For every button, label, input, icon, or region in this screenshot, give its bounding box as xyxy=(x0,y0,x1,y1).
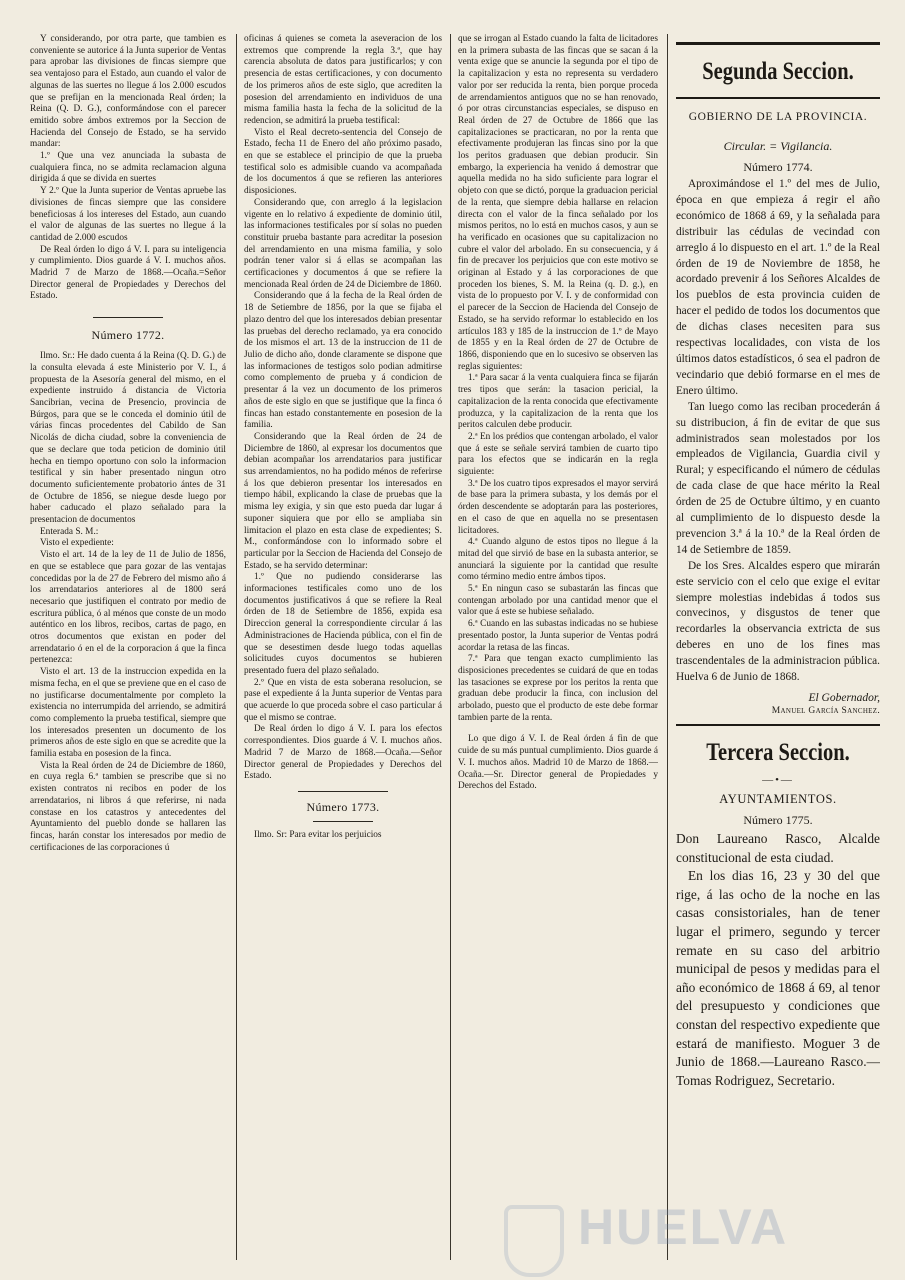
paragraph: 6.ª Cuando en las subastas indicadas no se hubiese presentado postor, la Junta superior de Ventas podrá acordar la retasa de las fincas. xyxy=(458,619,658,653)
paragraph: Tan luego como las reciban procederán á su distribucion, á fin de evitar de que sus administrados sean molestados por los empleados de Vigilancia, Guardia civil y Rural; y especificando el número de cédulas de cada clase de que hace mérito la Real órden de 25 de Octubre último, y en cuanto al cumplimiento de lo dispuesto desde la prevencion 3.ª á la 10.ª de la Real órden de 14 de Setiembre de 1859. xyxy=(676,400,880,556)
signature-title: El Gobernador, xyxy=(808,692,880,704)
paragraph: De los Sres. Alcaldes espero que mirarán este servicio con el celo que exige el evitar siempre molestias indebidas á todos sus convecinos, y disgustos de tener que recordarles la observancia extricta de sus deberes en uno de los fines mas trascendentales de la administracion pública. Huelva 6 de Junio de 1868. xyxy=(676,559,880,684)
archive-watermark-shield xyxy=(504,1205,564,1277)
section-rule xyxy=(676,42,880,45)
paragraph: Lo que digo á V. I. de Real órden á fin de que cuide de su más puntual cumplimiento. Dios guarde á V. I. muchos años. Madrid 10 de Marzo de 1868.—Ocaña.—Sr. Director general de Propiedades y Derechos del Estado. xyxy=(458,734,658,792)
paragraph: 4.ª Cuando alguno de estos tipos no llegue á la mitad del que sirvió de base en la subasta anterior, se anunciará la siguiente por la cantidad que resulte como término medio entre ámbos tipos. xyxy=(458,537,658,583)
paragraph: Visto el art. 13 de la instruccion expedida en la misma fecha, en el que se previene que en el caso de no justificarse documentalmente por completo la existencia no interrumpida del arriendo, se admitirá como complemento la prueba testifical, siempre que los interesados presenten un documento de los primeros años de este siglo en que se acredite que la familia estaba en posesion de la finca. xyxy=(30,667,226,760)
section-rule xyxy=(676,724,880,726)
paragraph: Ilmo. Sr: Para evitar los perjuicios xyxy=(254,830,382,840)
circular-heading: Circular. = Vigilancia. xyxy=(723,139,833,153)
section-title: Segunda Seccion. xyxy=(702,58,854,85)
ornament: —•— xyxy=(762,774,794,786)
separator xyxy=(93,317,163,318)
section-title: Tercera Seccion. xyxy=(706,739,850,766)
paragraph: 2.º Que en vista de esta soberana resolucion, se pase el expediente á la Junta superior de Ventas para que acuerde lo que proceda sobre el caso particular á que el mismo se contrae. xyxy=(244,677,442,723)
paragraph: 1.ª Para sacar á la venta cualquiera finca se fijarán tres tipos que serán: la tasacion pericial, la capitalizacion de la renta conocida que efectivamente produzca, y la capitalizacion de la renta que los peritos calculen debe producir. xyxy=(458,373,658,431)
paragraph: Visto el expediente: xyxy=(40,538,114,549)
paragraph: Enterada S. M.: xyxy=(40,526,99,537)
item-number: Número 1773. xyxy=(306,800,380,814)
subsection-title: GOBIERNO DE LA PROVINCIA. xyxy=(688,111,868,123)
column-4 xyxy=(676,34,880,1260)
paragraph: 3.ª De los cuatro tipos expresados el mayor servirá de base para la primera subasta, y los demás por el órden descendente se adoptarán para las posteriores, en el caso de que en aquella no se presentasen licitadores. xyxy=(458,478,658,536)
item-number: Número 1775. xyxy=(743,813,813,827)
paragraph: 2.ª En los prédios que contengan arbolado, el valor que á este se señale servirá tambien de cuarto tipo para los efectos que se indicarán en la regla siguiente: xyxy=(458,431,658,478)
paragraph: Visto el art. 14 de la ley de 11 de Julio de 1856, en que se establece que para gozar de las ventajas concedidas por la de 27 de Febrero del mismo año á los arrendatarios anteriores al de 1800 será necesario que justifiquen el contrato por medio de escritura pública, ó al ménos que conste de un modo auténtico en los libros, recibos, cartas de pago, en otros documentos que existan en poder del arrendatario ó en el de la corporacion á que la finca pertenezca: xyxy=(30,550,226,666)
paragraph: De Real órden lo digo á V. I. para los efectos correspondientes. Dios guarde á V. I. muchos años. Madrid 7 de Marzo de 1868.—Ocaña.—Señor Director general de Propiedades y Derechos del Estado. xyxy=(244,724,442,782)
subsection-title: AYUNTAMIENTOS. xyxy=(719,792,837,806)
column-2 xyxy=(244,34,442,1260)
paragraph: Considerando que, con arreglo á la legislacion vigente en lo relativo á expediente de dominio útil, las informaciones testificales por sí solas no pueden constituir prueba bastante para acreditar la posesion del arrendamiento en una misma familia, y solo podrán tener valor si á ellas se acompañan las certificaciones y documentos á que se refiere la mencionada Real órden de 24 de Diciembre de 1860. xyxy=(244,197,442,290)
column-3 xyxy=(458,34,658,1260)
paragraph: Y 2.º Que la Junta superior de Ventas apruebe las divisiones de fincas siempre que las considere beneficiosas á los intereses del Estado, aun cuando el valor de algunas de las suertes no llegue á la cantidad de 2.000 escudos xyxy=(30,186,226,243)
paragraph: 5.ª En ningun caso se subastarán las fincas que contengan arbolado por una cantidad menor que el valor que á este se hubiese señalado. xyxy=(458,584,658,618)
paragraph: Y considerando, por otra parte, que tambien es conveniente se autorice á la Junta superior de Ventas para aprobar las divisiones de fincas siempre que sea ventajoso para el Estado, aun cuando el valor de algunas de las suertes no llegue á los 2.000 escudos que se prefijan en la mencionada Real órden; la Reina (Q. D. G.), conformándose con el parecer emitido sobre ámbos extremos por la Seccion de Hacienda del Consejo de Estado, se ha servido mandar: xyxy=(30,34,226,150)
paragraph: En los dias 16, 23 y 30 del que rige, á las ocho de la noche en las casas consistoriales, han de tener lugar el primero, segundo y tercer remate en su caso del arbitrio municipal de pesos y medidas para el año económico de 1868 á 69, al tenor del presupuesto y condiciones que constan del respectivo expediente que estará de manifiesto. Moguer 3 de Junio de 1868.—Laureano Rasco.—Tomas Rodriguez, Secretario. xyxy=(676,868,880,1088)
paragraph: Visto el Real decreto-sentencia del Consejo de Estado, fecha 11 de Enero del año próximo pasado, en que se establece el principio de que la prueba testifical solo es admisible cuando va acompañada de los documentos á que se refieren las anteriores disposiciones. xyxy=(244,127,442,197)
separator xyxy=(298,791,388,792)
column-1 xyxy=(30,34,226,1260)
paragraph: 7.ª Para que tengan exacto cumplimiento las disposiciones precedentes se cuidará de que en todas las tasaciones se exprese por los peritos la renta que graduan debe producir la finca, con inclusion del arbolado, puesto que el producto de este debe formar tambien parte de la renta. xyxy=(458,654,658,723)
separator xyxy=(313,821,373,822)
paragraph: Considerando que á la fecha de la Real órden de 18 de Setiembre de 1856, por la que se fijaba el plazo dentro del que los interesados debian presentar las pruebas del derecho reclamado, ya era conocido de los mismos el art. 13 de la instruccion de 11 de Julio de dicho año, donde claramente se dispone que las informaciones de testigos solo podian admitirse como complemento de prueba y á condicion de presentar á la vez un documento de los primeros años de este siglo en que se justifique que la finca ó fincas han estado constantemente en posesion de la familia. xyxy=(244,291,442,431)
paragraph: 1.º Que no pudiendo considerarse las informaciones testificales como uno de los documentos justificativos á que se refiere la Real órden de 18 de Setiembre de 1856, expida esa Direccion general la correspondiente circular á las Administraciones de Hacienda pública, con el fin de que se desestimen desde luego todas aquellas solicitudes cuyos documentos se hubieren presentado fuera del plazo señalado. xyxy=(244,572,442,676)
section-rule xyxy=(676,97,880,99)
column-rule xyxy=(450,34,451,1260)
paragraph: Ilmo. Sr.: He dado cuenta á la Reina (Q. D. G.) de la consulta elevada á este Ministerio por V. I., á propuesta de la Asesoría general del mismo, en el expediente instruido á distancia de Victoria Sancibrian, vecina de Presencio, provincia de Búrgos, para que se le conceda el dominio útil de várias fincas procedentes del Cabildo de San Nicolás de dicha ciudad, sobre la conveniencia de que se declare que toda peticion de dominio útil hecha en tiempo oportuno con solo la informacion testifical y sin haber presentado ningun otro documento suficientemente probatorio ántes de 31 de Octubre de 1856, se niegue desde luego por haber caducado el plazo señalado para la presentacion de documentos xyxy=(30,351,226,526)
paragraph: Considerando que la Real órden de 24 de Diciembre de 1860, al expresar los documentos que debian acompañar los arrendatarios para justificar sus arrendamientos, no ha podido ménos de referirse á los que debieron presentar los interesados en tiempo hábil, explicando la clase de pruebas que la misma ley exigia, y sin que esto pueda dar lugar á suponer siquiera que por ello se ampliaba sin limitacion el plazo en esta clase de expedientes; S. M., conformándose con lo informado sobre el particular por la Seccion de Hacienda del Consejo de Estado, se ha servido determinar: xyxy=(244,431,442,571)
paragraph: que se irrogan al Estado cuando la falta de licitadores en la primera subasta de las fincas que se sacan á la venta exige que se anuncie la segunda por el tipo de la capitalizacion y esta no representa su verdadero valor por ser reducida la renta, bien porque proceda de arrendamientos antiguos que no se han renovado, ó por otras circunstancias especiales, se dispuso en Real órden de 27 de Octubre de 1866 que las capitalizaciones se practicaran, no por la renta que efectivamente produjeran las fincas sino por la que los peritos graduasen que debian producir. Sin embargo, la experiencia ha venido á demostrar que aquella medida no ha sido suficiente para lograr el objeto con que se dictó, porque la graduacion pericial de la renta, que siempre debia hallarse en relacion directa con el valor de la finca señalado por los mismos peritos, no lo está en muchos casos, y aun se ha verificado en ocasiones que su capitalizacion no cubre el valor del arbolado. En su consecuencia, y á fin de precaver los perjuicios que con este motivo se originan al Estado y á las corporaciones de que proceden los bienes, S. M. la Reina (q. D. g.), en vista de lo propuesto por V. I. y de conformidad con el parecer de la Seccion de Hacienda del Consejo de Estado, se ha servido reformar lo establecido en los artículos 183 y 185 de la instruccion de 1.º de Mayo de 1855 y en la Real órden de 27 de Octubre de 1866, disponiendo que en lo sucesivo se observen las reglas siguientes: xyxy=(458,34,658,372)
column-rule xyxy=(236,34,237,1260)
item-number: Número 1772. xyxy=(91,328,165,343)
paragraph: De Real órden lo digo á V. I. para su inteligencia y cumplimiento. Dios guarde á V. I. muchos años. Madrid 7 de Marzo de 1868.—Ocaña.=Señor Director general de Propiedades y Derechos del Estado. xyxy=(30,244,226,302)
item-number: Número 1774. xyxy=(743,160,813,174)
column-rule xyxy=(667,34,668,1260)
paragraph: Aproximándose el 1.º del mes de Julio, época en que empieza á regir el año económico de 1868 á 69, y la señalada para distribuir las cédulas de vecindad con arreglo á lo dispuesto en el art. 1.º de la Real órden de 19 de Noviembre de 1858, he acordado prevenir á los Señores Alcaldes de los pueblos de esta provincia cuiden de hacer el pedido de todos los documentos que de dichas clases necesiten para sus respectivas localidades, con vista de los últimos datos estadísticos, ó sea el padron de vecindario que debió formarse en el mes de Enero último. xyxy=(676,178,880,397)
paragraph: oficinas á quienes se cometa la aseveracion de los extremos que comprende la regla 3.ª, que hay carencia absoluta de datos para justificarlos; y con presencia de estas certificaciones, y con documento de los primeros años de este siglo, que acrediten la posesion del arrendamiento en individuos de una misma familia hasta la fecha de la solicitud de la redencion, se admitirá la prueba testifical: xyxy=(244,34,442,126)
paragraph: Don Laureano Rasco, Alcalde constitucional de esta ciudad. xyxy=(676,831,880,865)
paragraph: 1.º Que una vez anunciada la subasta de cualquiera finca, no se admita reclamacion alguna dirigida á que se divida en suertes xyxy=(30,151,226,185)
archive-watermark: HUELVA xyxy=(578,1199,789,1255)
paragraph: Vista la Real órden de 24 de Diciembre de 1860, en cuya regla 6.ª tambien se prescribe que si no existen contratos ni recibos en poder de los arrendatarios, ni libros á que referirse, ni nada constase en los catastros y antecedentes del Ayuntamiento del pueblo donde se hallaren las fincas, harán constar los interesados por medio de certificaciones de las corporaciones ú xyxy=(30,760,226,853)
signature-name: Manuel García Sanchez. xyxy=(771,706,880,716)
